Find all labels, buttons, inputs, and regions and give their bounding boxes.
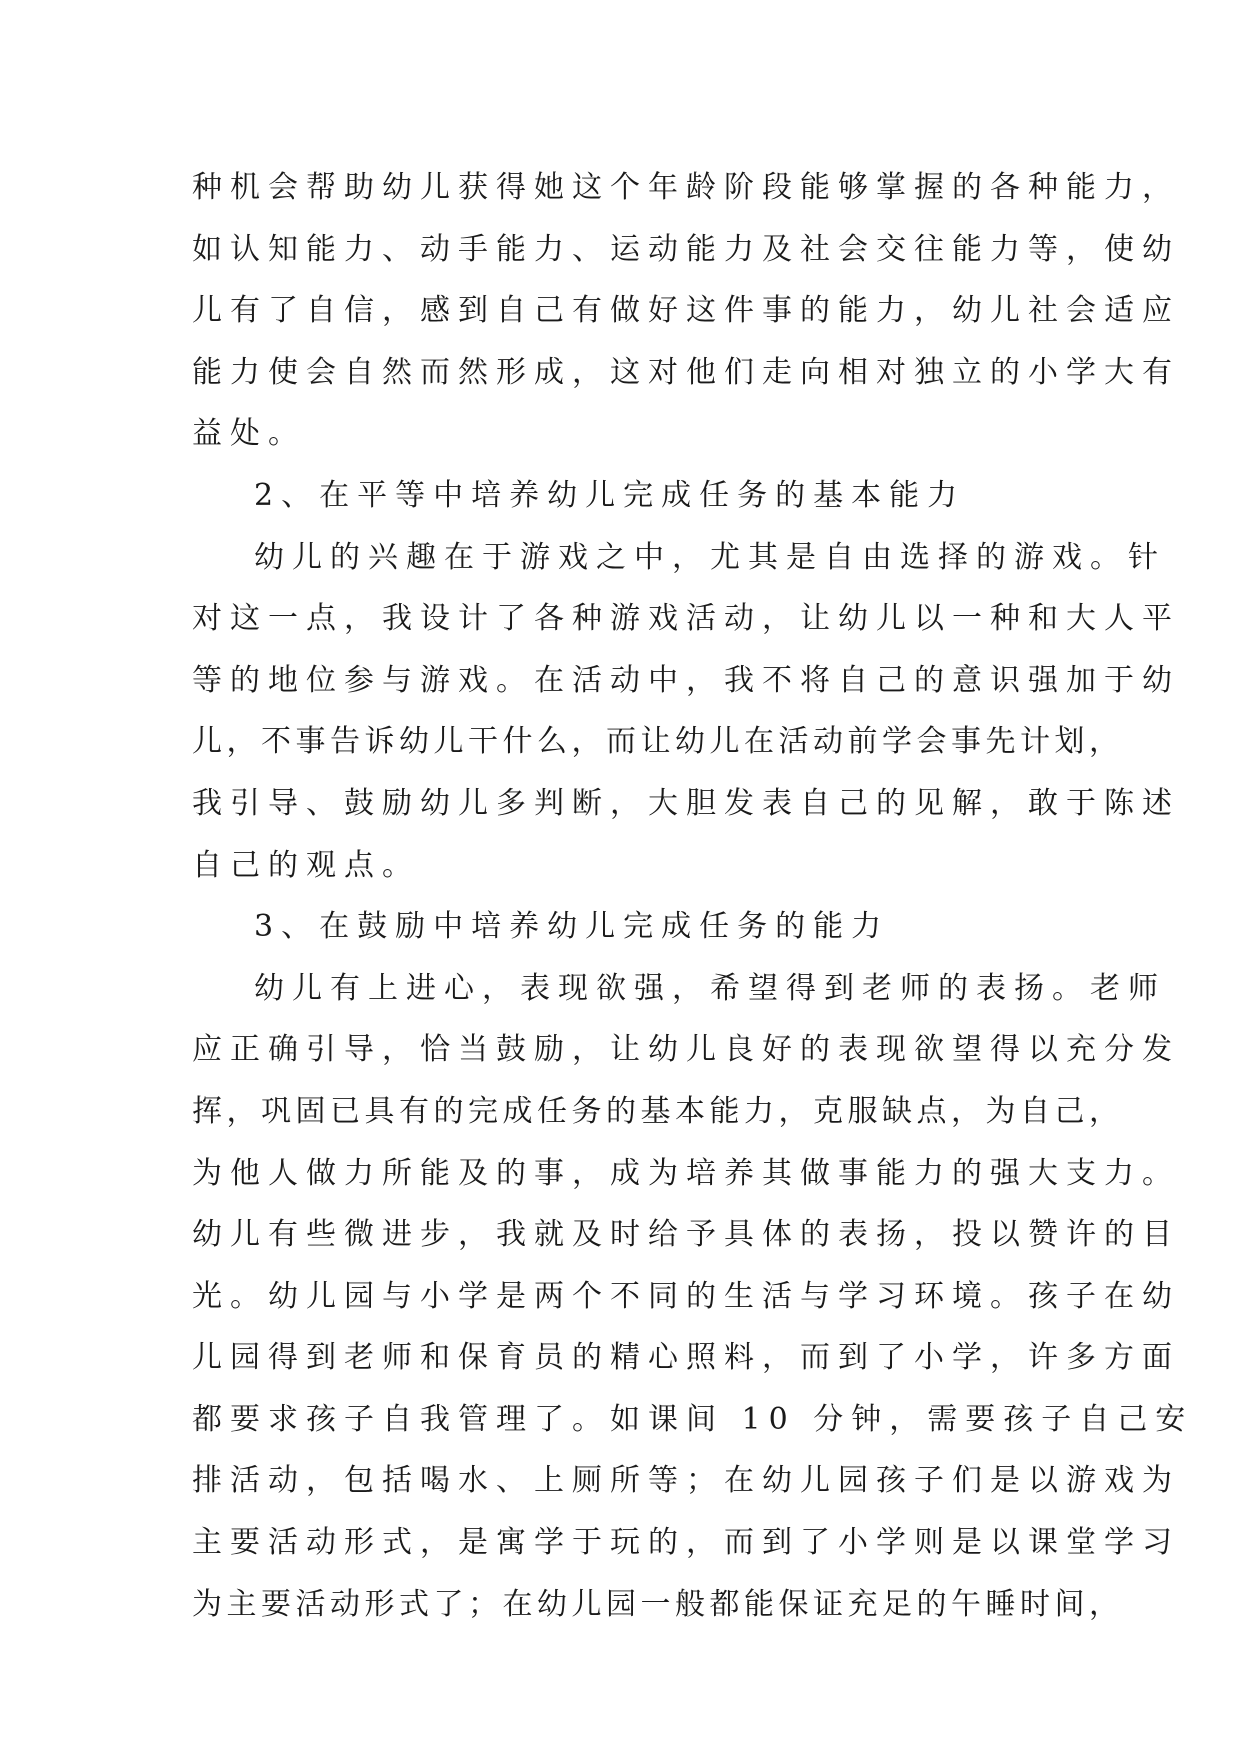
text-line: 幼儿有些微进步，我就及时给予具体的表扬，投以赞许的目	[192, 1217, 1180, 1253]
text-line: 儿园得到老师和保育员的精心照料，而到了小学，许多方面	[192, 1340, 1180, 1376]
text-line: 为主要活动形式了；在幼儿园一般都能保证充足的午睡时间，	[192, 1586, 1124, 1622]
text-line: 儿，不事告诉幼儿干什么，而让幼儿在活动前学会事先计划，	[192, 724, 1124, 760]
text-line: 种机会帮助幼儿获得她这个年龄阶段能够掌握的各种能力，	[192, 170, 1180, 205]
text-line: 2、在平等中培养幼儿完成任务的基本能力	[254, 477, 966, 513]
text-line: 为他人做力所能及的事，成为培养其做事能力的强大支力。	[192, 1155, 1180, 1191]
text-line: 等的地位参与游戏。在活动中，我不将自己的意识强加于幼	[192, 662, 1180, 698]
text-line: 幼儿的兴趣在于游戏之中，尤其是自由选择的游戏。针	[254, 539, 1166, 575]
text-line: 益处。	[192, 416, 306, 452]
text-line: 主要活动形式，是寓学于玩的，而到了小学则是以课堂学习	[192, 1525, 1180, 1561]
text-line: 幼儿有上进心，表现欲强，希望得到老师的表扬。老师	[254, 970, 1166, 1006]
text-line: 儿有了自信，感到自己有做好这件事的能力，幼儿社会适应	[192, 293, 1180, 329]
text-line: 应正确引导，恰当鼓励，让幼儿良好的表现欲望得以充分发	[192, 1032, 1180, 1068]
text-line: 排活动，包括喝水、上厕所等；在幼儿园孩子们是以游戏为	[192, 1463, 1180, 1499]
text-line: 挥，巩固已具有的完成任务的基本能力，克服缺点，为自己，	[192, 1093, 1124, 1129]
text-line: 都要求孩子自我管理了。如课间 10 分钟，需要孩子自己安	[192, 1401, 1194, 1437]
text-line: 3、在鼓励中培养幼儿完成任务的能力	[254, 909, 890, 945]
text-line: 我引导、鼓励幼儿多判断，大胆发表自己的见解，敢于陈述	[192, 785, 1180, 821]
text-line: 能力使会自然而然形成，这对他们走向相对独立的小学大有	[192, 354, 1180, 390]
text-line: 光。幼儿园与小学是两个不同的生活与学习环境。孩子在幼	[192, 1278, 1180, 1314]
text-line: 如认知能力、动手能力、运动能力及社会交往能力等，使幼	[192, 231, 1180, 267]
text-line: 对这一点，我设计了各种游戏活动，让幼儿以一种和大人平	[192, 601, 1180, 637]
text-line: 自己的观点。	[192, 847, 420, 883]
body-text	[192, 157, 1194, 1635]
